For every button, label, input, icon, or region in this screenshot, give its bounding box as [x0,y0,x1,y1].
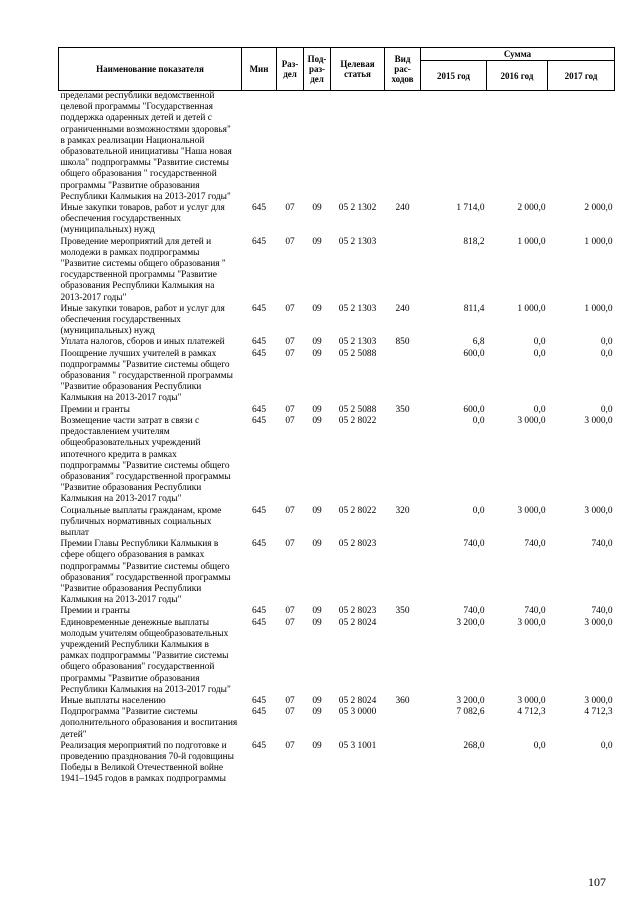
row-vid [385,707,421,741]
row-sum-2017: 740,0 [591,606,613,617]
table-body [59,91,615,786]
row-podrazdel: 09 [312,707,322,718]
row-podrazdel: 09 [312,404,322,415]
row-sum-2016: 3 000,0 [517,415,546,426]
row-sum-2015: 0,0 [472,505,485,516]
row-podrazdel [304,91,331,204]
row-sum-2016: 1 000,0 [517,236,546,247]
row-min: 645 [251,617,267,628]
row-vid [385,349,421,405]
table-header [59,48,615,91]
row-target: 05 2 1303 [338,303,377,314]
row-target: 05 2 1303 [338,337,377,348]
row-sum-2017: 0,0 [600,404,613,415]
row-sum-2016: 0,0 [533,740,546,751]
header-podrazdel: Под- раз- дел [304,48,331,91]
header-2016: 2016 год [487,61,548,91]
row-sum-2016: 1 000,0 [517,303,546,314]
row-target: 05 2 5088 [338,348,377,359]
row-min: 645 [251,539,267,550]
row-razdel: 07 [285,505,295,516]
row-vid [385,741,421,786]
row-name: Проведение мероприятий для детей и молодежи в рамках подпрограммы "Развитие системы общего образования " государственной программы "Развитие образования Республики Калмыкия на 2013-2017 годы" [60,236,226,303]
table-row [59,606,615,617]
header-summa: Сумма [421,48,615,61]
row-sum-2015: 600,0 [463,404,485,415]
row-name: Премии и гранты [60,404,130,415]
row-podrazdel: 09 [312,348,322,359]
row-podrazdel: 09 [312,203,322,214]
row-sum-2017: 740,0 [591,539,613,550]
row-target: 05 3 1001 [338,740,377,751]
row-podrazdel: 09 [312,303,322,314]
row-name: Премии и гранты [60,606,130,617]
row-sum-2016: 740,0 [524,539,546,550]
row-razdel: 07 [285,348,295,359]
row-sum-2017: 1 000,0 [584,303,613,314]
row-razdel: 07 [285,707,295,718]
row-razdel: 07 [285,539,295,550]
row-name: Подпрограмма "Развитие системы дополнительного образования и воспитания детей" [60,707,238,740]
header-min: Мин [242,48,277,91]
row-target: 05 2 8023 [338,539,377,550]
row-target [331,91,385,204]
row-min: 645 [251,505,267,516]
row-name: Возмещение части затрат в связи с предоставлением учителям общеобразовательных учреждений ипотечного кредита в рамках подпрограммы "Развитие системы общего образования" государственной программы "Развитие образования Республики Калмыкия на 2013-2017 годы" [60,415,231,505]
row-name: Премии Главы Республики Калмыкия в сфере общего образования в рамках подпрограммы "Развитие системы общего образования" государственной программы "Развитие образования Республики Калмыкия на 2013-2017 годы" [60,539,231,606]
table-row [59,304,615,338]
page-number: 107 [588,875,606,889]
row-razdel: 07 [285,740,295,751]
row-sum-2017 [548,91,615,204]
row-sum-2015: 1 714,0 [456,203,485,214]
row-name: Иные выплаты населению [60,695,166,706]
row-sum-2015: 811,4 [463,303,485,314]
row-sum-2017: 0,0 [600,348,613,359]
table-row [59,741,615,786]
row-sum-2015: 740,0 [463,539,485,550]
row-sum-2017: 3 000,0 [584,617,613,628]
row-vid: 350 [395,606,410,617]
row-min [242,91,277,204]
table-row [59,696,615,707]
row-target: 05 2 1303 [338,236,377,247]
row-sum-2016: 740,0 [524,606,546,617]
row-target: 05 2 8024 [338,617,377,628]
row-min: 645 [251,695,267,706]
row-razdel: 07 [285,337,295,348]
row-sum-2017: 2 000,0 [584,203,613,214]
row-razdel: 07 [285,415,295,426]
row-min: 645 [251,740,267,751]
row-vid [385,416,421,506]
row-sum-2015: 600,0 [463,348,485,359]
row-razdel [277,91,304,204]
row-min: 645 [251,606,267,617]
row-vid: 360 [395,695,410,706]
row-min: 645 [251,415,267,426]
row-sum-2015: 740,0 [463,606,485,617]
row-sum-2015: 268,0 [463,740,485,751]
row-podrazdel: 09 [312,505,322,516]
row-min: 645 [251,707,267,718]
row-min: 645 [251,337,267,348]
row-vid [385,539,421,606]
table-row [59,349,615,405]
row-sum-2017: 1 000,0 [584,236,613,247]
row-sum-2015: 818,2 [463,236,485,247]
row-sum-2016: 2 000,0 [517,203,546,214]
row-target: 05 3 0000 [338,707,377,718]
table-row [59,539,615,606]
budget-table [58,47,615,786]
row-vid [385,91,421,204]
row-vid [385,618,421,696]
table-row [59,91,615,204]
row-razdel: 07 [285,236,295,247]
row-target: 05 2 8024 [338,695,377,706]
row-podrazdel: 09 [312,617,322,628]
row-sum-2016: 0,0 [533,337,546,348]
row-podrazdel: 09 [312,337,322,348]
row-name: Уплата налогов, сборов и иных платежей [60,337,225,348]
row-sum-2017: 3 000,0 [584,415,613,426]
table-row [59,416,615,506]
row-min: 645 [251,303,267,314]
row-podrazdel: 09 [312,606,322,617]
row-podrazdel: 09 [312,695,322,706]
row-sum-2015: 3 200,0 [456,695,485,706]
row-podrazdel: 09 [312,236,322,247]
row-razdel: 07 [285,404,295,415]
row-sum-2015: 6,8 [472,337,485,348]
row-name: Реализация мероприятий по подготовке и проведению празднования 70-й годовщины Победы в Великой Отечественной войне 1941–1945 годов в рамках подпрограммы [60,740,234,785]
row-razdel: 07 [285,606,295,617]
row-vid: 350 [395,404,410,415]
row-target: 05 2 8023 [338,606,377,617]
header-name: Наименование показателя [59,48,242,91]
row-target: 05 2 8022 [338,505,377,516]
row-sum-2016: 3 000,0 [517,505,546,516]
row-vid: 240 [395,203,410,214]
row-vid: 850 [395,337,410,348]
row-razdel: 07 [285,303,295,314]
row-sum-2017: 0,0 [600,337,613,348]
row-min: 645 [251,236,267,247]
header-2015: 2015 год [421,61,487,91]
row-min: 645 [251,404,267,415]
table-row [59,237,615,304]
row-sum-2017: 0,0 [600,740,613,751]
header-vid: Вид рас- ходов [385,48,421,91]
row-sum-2015: 0,0 [472,415,485,426]
row-podrazdel: 09 [312,415,322,426]
row-name: Единовременные денежные выплаты молодым учителям общеобразовательных учреждений Республики Калмыкия в рамках подпрограммы "Развитие системы общего образования" государственной программы "Развитие образования Республики Калмыкия на 2013-2017 годы" [60,617,231,695]
row-razdel: 07 [285,617,295,628]
row-sum-2015: 7 082,6 [456,707,485,718]
row-target: 05 2 1302 [338,203,377,214]
row-podrazdel: 09 [312,740,322,751]
table-row [59,337,615,348]
row-name: пределами республики ведомственной целевой программы "Государственная поддержка одаренных детей и детей с ограниченными возможностями здоровья" в рамках реализации Национальной образовательной инициативы "Наша новая школа" подпрограммы "Развитие системы общего образования " государственной программы "Развитие образования Республики Калмыкия на 2013-2017 годы" [60,91,232,202]
row-name: Иные закупки товаров, работ и услуг для обеспечения государственных (муниципальных) нужд [60,303,225,337]
table-row [59,618,615,696]
row-sum-2017: 3 000,0 [584,695,613,706]
header-2017: 2017 год [548,61,615,91]
row-sum-2016: 0,0 [533,404,546,415]
row-sum-2017: 3 000,0 [584,505,613,516]
row-min: 645 [251,203,267,214]
header-target: Целевая статья [331,48,385,91]
row-target: 05 2 5088 [338,404,377,415]
row-sum-2017: 4 712,3 [584,707,613,718]
row-razdel: 07 [285,695,295,706]
row-sum-2016: 3 000,0 [517,695,546,706]
row-sum-2015: 3 200,0 [456,617,485,628]
row-sum-2015 [421,91,487,204]
row-min: 645 [251,348,267,359]
row-name: Поощрение лучших учителей в рамках подпрограммы "Развитие системы общего образования " государственной программы "Развитие образования Республики Калмыкия на 2013-2017 годы" [60,348,233,404]
row-sum-2016: 3 000,0 [517,617,546,628]
table-row [59,707,615,741]
row-vid: 320 [395,505,410,516]
row-target: 05 2 8022 [338,415,377,426]
budget-table-container [58,47,614,786]
row-name: Социальные выплаты гражданам, кроме публичных нормативных социальных выплат [60,505,222,538]
row-razdel: 07 [285,203,295,214]
row-vid [385,237,421,304]
row-sum-2016: 4 712,3 [517,707,546,718]
row-podrazdel: 09 [312,539,322,550]
row-sum-2016 [487,91,548,204]
row-vid: 240 [395,303,410,314]
table-row [59,405,615,416]
row-name: Иные закупки товаров, работ и услуг для обеспечения государственных (муниципальных) нужд [60,203,225,236]
row-sum-2016: 0,0 [533,348,546,359]
table-row [59,506,615,540]
table-row [59,203,615,237]
header-razdel: Раз- дел [277,48,304,91]
